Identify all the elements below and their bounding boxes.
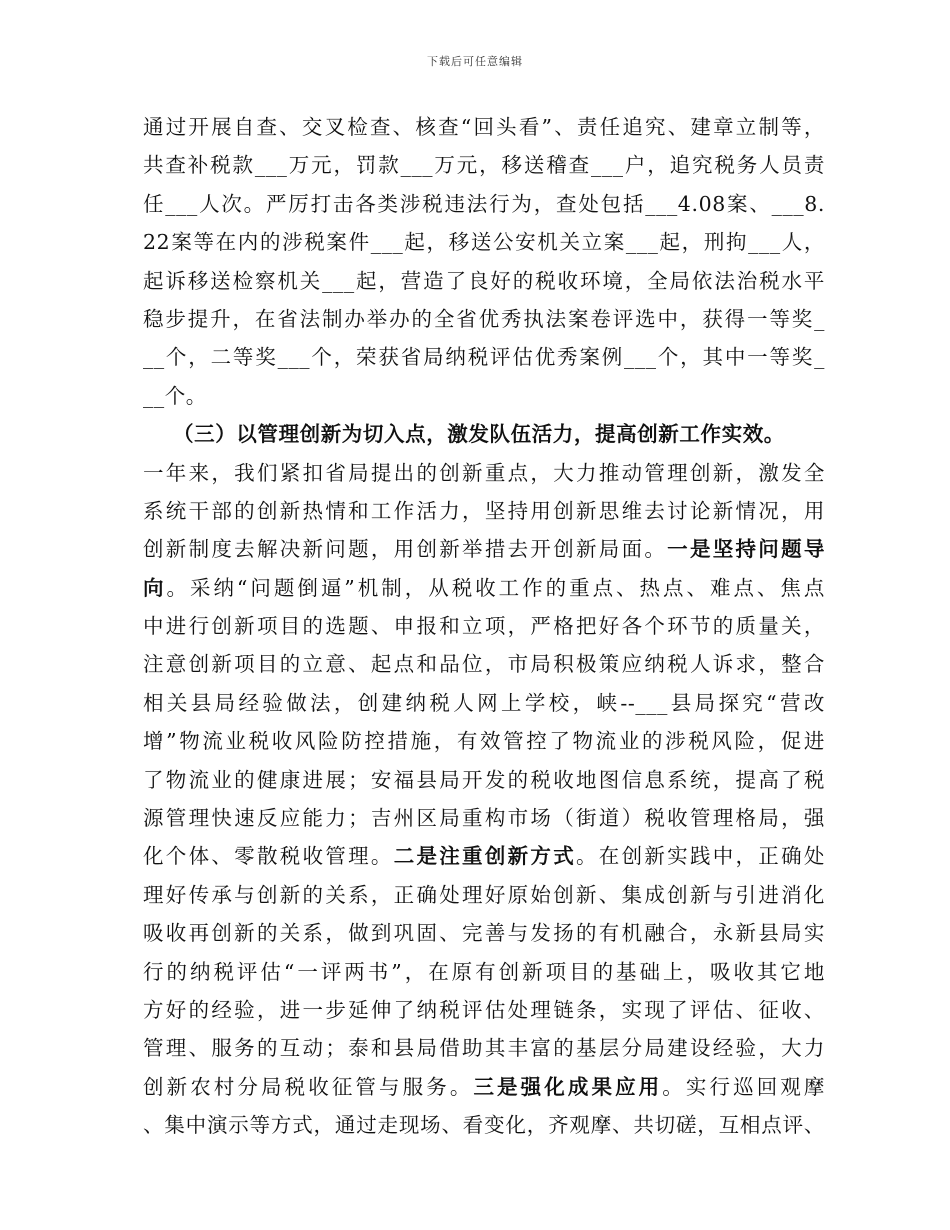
text-segment: 22案等在内的涉税案件___起，移送公安机关立案___起，刑拘___人， xyxy=(143,230,825,255)
text-line xyxy=(143,377,825,415)
text-line xyxy=(143,146,825,184)
text-line xyxy=(143,837,825,875)
text-line xyxy=(143,953,825,991)
text-line xyxy=(143,108,825,146)
text-segment: 理好传承与创新的关系，正确处理好原始创新、集成创新与引进消化 xyxy=(143,882,825,907)
text-line xyxy=(143,530,825,568)
text-segment: 创新农村分局税收征管与服务。 xyxy=(143,1074,474,1099)
text-segment: 增”物流业税收风险防控措施，有效管控了物流业的涉税风险，促进 xyxy=(143,729,825,754)
text-line xyxy=(143,991,825,1029)
text-line xyxy=(143,645,825,683)
text-line xyxy=(143,492,825,530)
body-text xyxy=(143,108,825,1145)
text-segment: 起诉移送检察机关___起，营造了良好的税收环境，全局依法治税水平 xyxy=(143,268,825,293)
text-segment: 注意创新项目的立意、起点和品位，市局积极策应纳税人诉求，整合 xyxy=(143,652,825,677)
text-line xyxy=(143,684,825,722)
text-segment: 中进行创新项目的选题、申报和立项，严格把好各个环节的质量关， xyxy=(143,614,825,639)
text-line xyxy=(143,223,825,261)
text-segment: 系统干部的创新热情和工作活力，坚持用创新思维去讨论新情况，用 xyxy=(143,498,825,523)
bold-text-segment: 三是强化成果应用 xyxy=(473,1074,663,1099)
text-line xyxy=(143,569,825,607)
bold-text-segment: 二是注重创新方式 xyxy=(393,844,576,869)
text-segment: 方好的经验，进一步延伸了纳税评估处理链条，实现了评估、征收、 xyxy=(143,997,825,1022)
text-line xyxy=(143,914,825,952)
bold-text-segment: 一是坚持问题导 xyxy=(667,537,825,562)
text-segment: 。采纳“问题倒逼”机制，从税收工作的重点、热点、难点、焦点 xyxy=(166,575,825,600)
text-segment: 共查补税款___万元，罚款___万元，移送稽查___户，追究税务人员责 xyxy=(143,153,825,178)
text-segment: 、集中演示等方式，通过走现场、看变化，齐观摩、共切磋，互相点评、 xyxy=(143,1113,825,1138)
text-line xyxy=(143,722,825,760)
text-segment: 源管理快速反应能力；吉州区局重构市场（街道）税收管理格局，强 xyxy=(143,806,825,831)
text-line xyxy=(143,799,825,837)
text-line xyxy=(143,1106,825,1144)
text-segment: 。实行巡回观摩 xyxy=(662,1074,825,1099)
text-segment: 一年来，我们紧扣省局提出的创新重点，大力推动管理创新，激发全 xyxy=(143,460,825,485)
text-segment: 化个体、零散税收管理。 xyxy=(143,844,394,869)
text-segment: __个。 xyxy=(143,383,207,408)
text-line xyxy=(143,415,825,453)
text-segment: 稳步提升，在省法制办举办的全省优秀执法案卷评选中，获得一等奖_ xyxy=(143,306,825,331)
text-segment: 管理、服务的互动；泰和县局借助其丰富的基层分局建设经验，大力 xyxy=(143,1036,825,1061)
text-segment: 吸收再创新的关系，做到巩固、完善与发扬的有机融合，永新县局实 xyxy=(143,921,825,946)
text-line xyxy=(143,300,825,338)
text-line xyxy=(143,262,825,300)
text-segment: 相关县局经验做法，创建纳税人网上学校，峡--___县局探究“营改 xyxy=(143,690,825,715)
page-header: 下载后可任意编辑 xyxy=(427,55,523,68)
bold-text-segment: 向 xyxy=(143,575,167,600)
text-segment: __个，二等奖___个，荣获省局纳税评估优秀案例___个，其中一等奖_ xyxy=(143,345,825,370)
text-line xyxy=(143,876,825,914)
bold-text-segment: （三）以管理创新为切入点，激发队伍活力，提高创新工作实效。 xyxy=(173,422,785,447)
text-line xyxy=(143,1068,825,1106)
text-line xyxy=(143,1029,825,1067)
text-segment: 创新制度去解决新问题，用创新举措去开创新局面。 xyxy=(143,537,668,562)
text-segment: 任___人次。严厉打击各类涉税违法行为，查处包括___4.08案、___8. xyxy=(143,191,825,216)
text-line xyxy=(143,761,825,799)
text-line xyxy=(143,338,825,376)
text-line xyxy=(143,454,825,492)
text-segment: 了物流业的健康进展；安福县局开发的税收地图信息系统，提高了税 xyxy=(143,767,825,792)
text-segment: 。在创新实践中，正确处 xyxy=(576,844,825,869)
text-segment: 行的纳税评估“一评两书”，在原有创新项目的基础上，吸收其它地 xyxy=(143,959,825,984)
text-segment: 通过开展自查、交叉检查、核查“回头看”、责任追究、建章立制等， xyxy=(143,115,825,139)
text-line xyxy=(143,607,825,645)
text-line xyxy=(143,185,825,223)
